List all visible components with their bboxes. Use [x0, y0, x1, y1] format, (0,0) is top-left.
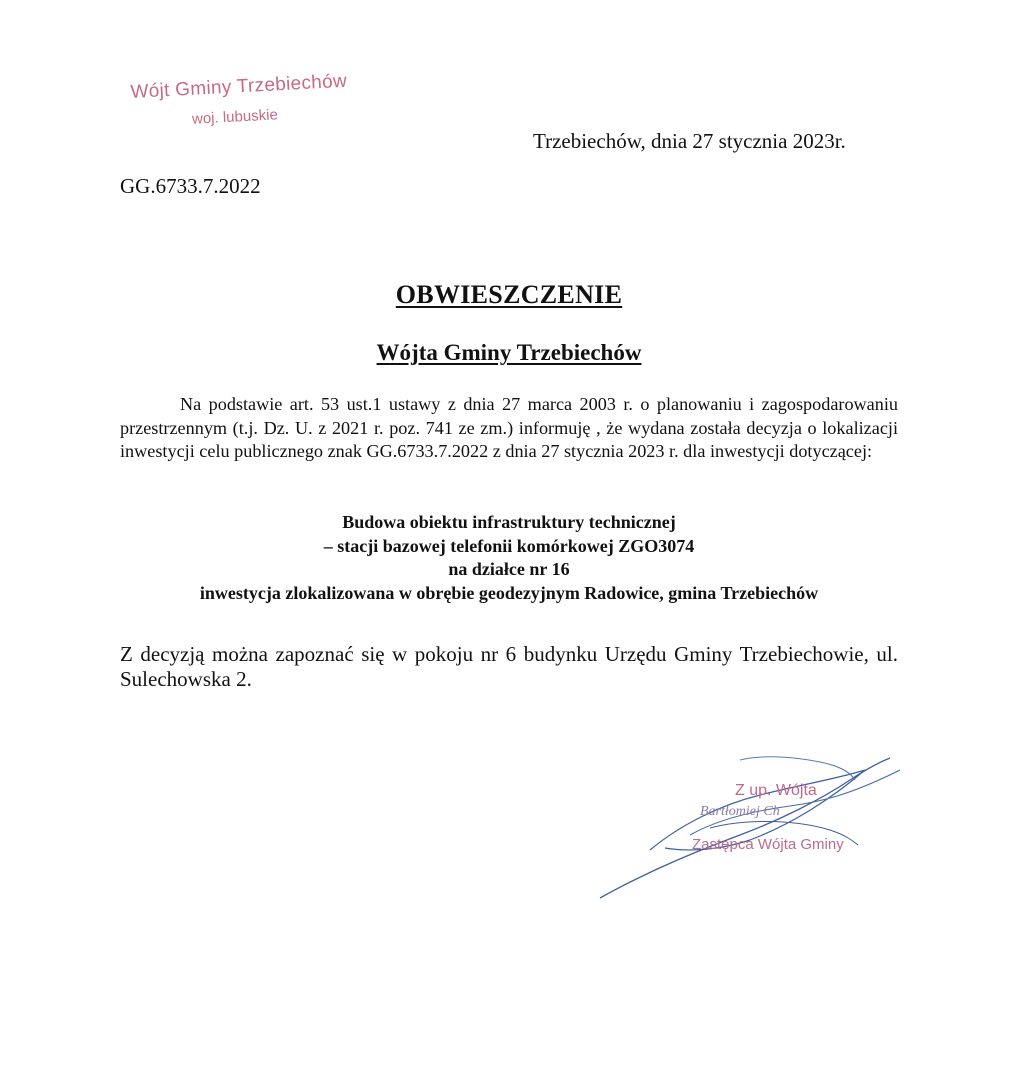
body-paragraph: Na podstawie art. 53 ust.1 ustawy z dnia 27 marca 2003 r. o planowaniu i zagospodarowaniu przestrzennym (t.j. Dz. U. z 2021 r. poz. 741 ze zm.) informuję , że wydana została decyzja o lokalizacji inwestycji celu publicznego znak GG.6733.7.2022 z dnia 27 stycznia 2023 r. dla inwestycji dotyczącej:	[120, 394, 898, 461]
office-stamp-region: woj. lubuskie	[191, 106, 279, 128]
signature-stamp-line-3: Zastępca Wójta Gminy	[692, 836, 844, 853]
closing-paragraph: Z decyzją można zapoznać się w pokoju nr 6 budynku Urzędu Gminy Trzebiechowie, ul. Sulechowska 2.	[120, 642, 898, 691]
handwritten-signature	[590, 740, 920, 910]
document-subtitle: Wójta Gminy Trzebiechów	[376, 340, 642, 365]
office-stamp-name: Wójt Gminy Trzebiechów	[130, 70, 348, 103]
signature-stamp-line-2: Bartłomiej Ch	[700, 804, 780, 819]
place-and-date: Trzebiechów, dnia 27 stycznia 2023r.	[533, 129, 846, 153]
document-title: OBWIESZCZENIE	[395, 280, 623, 309]
case-reference: GG.6733.7.2022	[120, 174, 261, 198]
investment-line-4: inwestycja zlokalizowana w obrębie geodezyjnym Radowice, gmina Trzebiechów	[199, 582, 819, 603]
office-stamp	[130, 69, 372, 130]
investment-line-2: – stacji bazowej telefonii komórkowej ZGO3074	[323, 535, 695, 556]
investment-line-3: na działce nr 16	[448, 559, 570, 579]
investment-description	[0, 511, 1018, 605]
signature-stamp-line-1: Z up. Wójta	[735, 782, 817, 799]
investment-line-1: Budowa obiektu infrastruktury technicznej	[342, 512, 676, 532]
signature-block	[590, 740, 920, 910]
